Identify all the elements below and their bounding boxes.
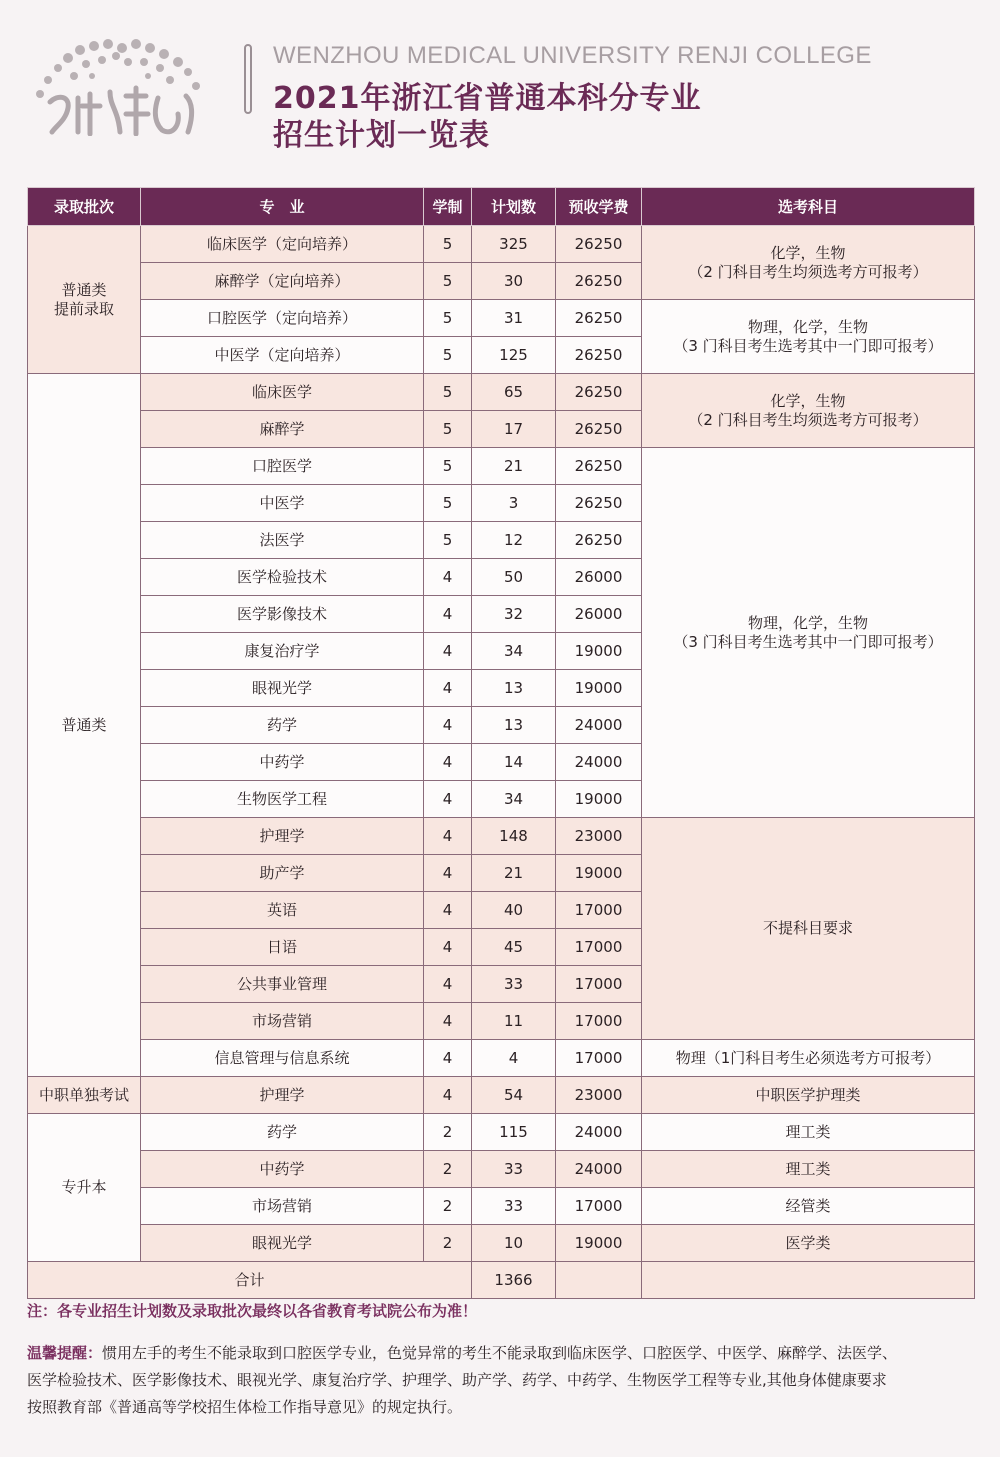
plan-cell: 148	[472, 818, 556, 855]
years-cell: 2	[424, 1225, 472, 1262]
subjects-text: （2 门科目考生均须选考方可报考）	[688, 262, 928, 281]
years-cell: 4	[424, 966, 472, 1003]
major-cell: 口腔医学	[141, 448, 424, 485]
batch-cell-regular: 普通类	[28, 374, 141, 1077]
major-cell: 中医学（定向培养）	[141, 337, 424, 374]
major-cell: 康复治疗学	[141, 633, 424, 670]
plan-cell: 21	[472, 855, 556, 892]
years-cell: 2	[424, 1188, 472, 1225]
enrollment-plan-table	[27, 187, 975, 1299]
fee-cell: 17000	[556, 1003, 642, 1040]
fee-cell: 23000	[556, 1077, 642, 1114]
plan-cell: 10	[472, 1225, 556, 1262]
plan-cell: 13	[472, 670, 556, 707]
title-divider	[244, 44, 252, 114]
subjects-text: （2 门科目考生均须选考方可报考）	[688, 410, 928, 429]
years-cell: 4	[424, 855, 472, 892]
years-cell: 4	[424, 559, 472, 596]
plan-cell: 31	[472, 300, 556, 337]
fee-cell: 19000	[556, 1225, 642, 1262]
table-row	[28, 1077, 975, 1114]
major-cell: 生物医学工程	[141, 781, 424, 818]
major-cell: 眼视光学	[141, 670, 424, 707]
header-major: 专 业	[141, 188, 424, 226]
fee-cell: 23000	[556, 818, 642, 855]
major-cell: 医学检验技术	[141, 559, 424, 596]
reminder-line	[27, 1340, 997, 1367]
header-batch: 录取批次	[28, 188, 141, 226]
years-cell: 4	[424, 1003, 472, 1040]
major-cell: 中医学	[141, 485, 424, 522]
total-subjects-empty	[642, 1262, 975, 1299]
major-cell: 药学	[141, 1114, 424, 1151]
major-cell: 信息管理与信息系统	[141, 1040, 424, 1077]
years-cell: 5	[424, 263, 472, 300]
major-cell: 市场营销	[141, 1003, 424, 1040]
major-cell: 口腔医学（定向培养）	[141, 300, 424, 337]
plan-cell: 33	[472, 1151, 556, 1188]
years-cell: 4	[424, 707, 472, 744]
major-cell: 法医学	[141, 522, 424, 559]
years-cell: 5	[424, 300, 472, 337]
major-cell: 临床医学	[141, 374, 424, 411]
years-cell: 5	[424, 485, 472, 522]
table-row	[28, 818, 975, 855]
reminder-label: 温馨提醒：	[27, 1344, 103, 1362]
subjects-text: （3 门科目考生选考其中一门即可报考）	[673, 336, 943, 355]
years-cell: 4	[424, 1040, 472, 1077]
fee-cell: 26250	[556, 263, 642, 300]
plan-cell: 3	[472, 485, 556, 522]
college-logo-icon	[28, 36, 212, 136]
table-row	[28, 226, 975, 263]
fee-cell: 26250	[556, 448, 642, 485]
major-cell: 护理学	[141, 818, 424, 855]
major-cell: 医学影像技术	[141, 596, 424, 633]
reminder-line: 按照教育部《普通高等学校招生体检工作指导意见》的规定执行。	[27, 1398, 463, 1416]
plan-cell: 14	[472, 744, 556, 781]
plan-cell: 54	[472, 1077, 556, 1114]
fee-cell: 26250	[556, 374, 642, 411]
fee-cell: 19000	[556, 781, 642, 818]
total-fee-empty	[556, 1262, 642, 1299]
years-cell: 5	[424, 448, 472, 485]
reminder-text: 惯用左手的考生不能录取到口腔医学专业，色觉异常的考生不能录取到临床医学、口腔医学、中医学、麻醉学、法医学、	[102, 1344, 898, 1362]
years-cell: 4	[424, 818, 472, 855]
major-cell: 药学	[141, 707, 424, 744]
plan-cell: 13	[472, 707, 556, 744]
plan-cell: 4	[472, 1040, 556, 1077]
header-years: 学制	[424, 188, 472, 226]
plan-cell: 40	[472, 892, 556, 929]
batch-cell-vocational: 中职单独考试	[28, 1077, 141, 1114]
reminder-block	[27, 1340, 997, 1421]
plan-cell: 115	[472, 1114, 556, 1151]
years-cell: 4	[424, 744, 472, 781]
plan-cell: 65	[472, 374, 556, 411]
page-title-line2: 招生计划一览表	[273, 118, 490, 153]
years-cell: 2	[424, 1114, 472, 1151]
years-cell: 5	[424, 411, 472, 448]
table-row	[28, 1225, 975, 1262]
fee-cell: 17000	[556, 1040, 642, 1077]
subjects-cell: 经管类	[642, 1188, 975, 1225]
years-cell: 4	[424, 781, 472, 818]
header-fee: 预收学费	[556, 188, 642, 226]
subjects-cell	[642, 226, 975, 300]
table-header-row	[28, 188, 975, 226]
header-plan: 计划数	[472, 188, 556, 226]
major-cell: 日语	[141, 929, 424, 966]
batch-label: 普通类	[61, 280, 107, 299]
fee-cell: 24000	[556, 744, 642, 781]
batch-cell-upgrade: 专升本	[28, 1114, 141, 1262]
fee-cell: 26250	[556, 411, 642, 448]
major-cell: 临床医学（定向培养）	[141, 226, 424, 263]
plan-cell: 50	[472, 559, 556, 596]
plan-cell: 33	[472, 1188, 556, 1225]
major-cell: 英语	[141, 892, 424, 929]
plan-cell: 30	[472, 263, 556, 300]
subjects-cell: 中职医学护理类	[642, 1077, 975, 1114]
years-cell: 5	[424, 337, 472, 374]
subjects-text: 物理，化学，生物	[747, 613, 868, 632]
total-value: 1366	[472, 1262, 556, 1299]
years-cell: 4	[424, 1077, 472, 1114]
major-cell: 眼视光学	[141, 1225, 424, 1262]
plan-cell: 32	[472, 596, 556, 633]
subjects-text: 化学，生物	[770, 243, 846, 262]
total-row	[28, 1262, 975, 1299]
college-name-en: WENZHOU MEDICAL UNIVERSITY RENJI COLLEGE	[273, 42, 872, 69]
plan-cell: 125	[472, 337, 556, 374]
fee-cell: 24000	[556, 1151, 642, 1188]
plan-cell: 45	[472, 929, 556, 966]
fee-cell: 19000	[556, 855, 642, 892]
subjects-text: 物理，化学，生物	[747, 317, 868, 336]
fee-cell: 26000	[556, 596, 642, 633]
years-cell: 5	[424, 522, 472, 559]
years-cell: 4	[424, 596, 472, 633]
subjects-text: 化学，生物	[770, 391, 846, 410]
fee-cell: 17000	[556, 892, 642, 929]
table-row	[28, 1151, 975, 1188]
major-cell: 助产学	[141, 855, 424, 892]
plan-cell: 17	[472, 411, 556, 448]
subjects-cell: 理工类	[642, 1151, 975, 1188]
years-cell: 4	[424, 633, 472, 670]
plan-cell: 325	[472, 226, 556, 263]
table-row	[28, 1188, 975, 1225]
reminder-line: 医学检验技术、医学影像技术、眼视光学、康复治疗学、护理学、助产学、药学、中药学、生物医学工程等专业,其他身体健康要求	[27, 1371, 887, 1389]
subjects-cell: 不提科目要求	[642, 818, 975, 1040]
years-cell: 4	[424, 929, 472, 966]
major-cell: 市场营销	[141, 1188, 424, 1225]
batch-label: 提前录取	[53, 299, 114, 318]
table-row	[28, 1114, 975, 1151]
table-row	[28, 374, 975, 411]
table-row	[28, 1040, 975, 1077]
fee-cell: 26250	[556, 485, 642, 522]
years-cell: 5	[424, 226, 472, 263]
subjects-cell: 物理（1门科目考生必须选考方可报考）	[642, 1040, 975, 1077]
subjects-text: （3 门科目考生选考其中一门即可报考）	[673, 632, 943, 651]
fee-cell: 26250	[556, 337, 642, 374]
plan-cell: 34	[472, 781, 556, 818]
fee-cell: 24000	[556, 1114, 642, 1151]
fee-cell: 17000	[556, 1188, 642, 1225]
plan-cell: 11	[472, 1003, 556, 1040]
plan-cell: 12	[472, 522, 556, 559]
total-label: 合计	[28, 1262, 472, 1299]
major-cell: 公共事业管理	[141, 966, 424, 1003]
fee-cell: 26250	[556, 300, 642, 337]
subjects-cell	[642, 300, 975, 374]
plan-cell: 34	[472, 633, 556, 670]
major-cell: 中药学	[141, 1151, 424, 1188]
plan-cell: 33	[472, 966, 556, 1003]
fee-cell: 19000	[556, 670, 642, 707]
fee-cell: 24000	[556, 707, 642, 744]
plan-cell: 21	[472, 448, 556, 485]
fee-cell: 17000	[556, 929, 642, 966]
table-row	[28, 448, 975, 485]
years-cell: 2	[424, 1151, 472, 1188]
table-row	[28, 300, 975, 337]
subjects-cell: 医学类	[642, 1225, 975, 1262]
batch-cell-early	[28, 226, 141, 374]
fee-cell: 26250	[556, 226, 642, 263]
years-cell: 4	[424, 670, 472, 707]
fee-cell: 26250	[556, 522, 642, 559]
fee-cell: 19000	[556, 633, 642, 670]
fee-cell: 26000	[556, 559, 642, 596]
page-title-line1: 2021年浙江省普通本科分专业	[273, 81, 702, 116]
subjects-cell	[642, 374, 975, 448]
major-cell: 麻醉学（定向培养）	[141, 263, 424, 300]
subjects-cell: 理工类	[642, 1114, 975, 1151]
header	[0, 0, 1000, 153]
header-subjects: 选考科目	[642, 188, 975, 226]
years-cell: 5	[424, 374, 472, 411]
subjects-cell	[642, 448, 975, 818]
major-cell: 麻醉学	[141, 411, 424, 448]
footnote: 注：各专业招生计划数及录取批次最终以各省教育考试院公布为准！	[27, 1302, 478, 1320]
major-cell: 护理学	[141, 1077, 424, 1114]
major-cell: 中药学	[141, 744, 424, 781]
fee-cell: 17000	[556, 966, 642, 1003]
years-cell: 4	[424, 892, 472, 929]
